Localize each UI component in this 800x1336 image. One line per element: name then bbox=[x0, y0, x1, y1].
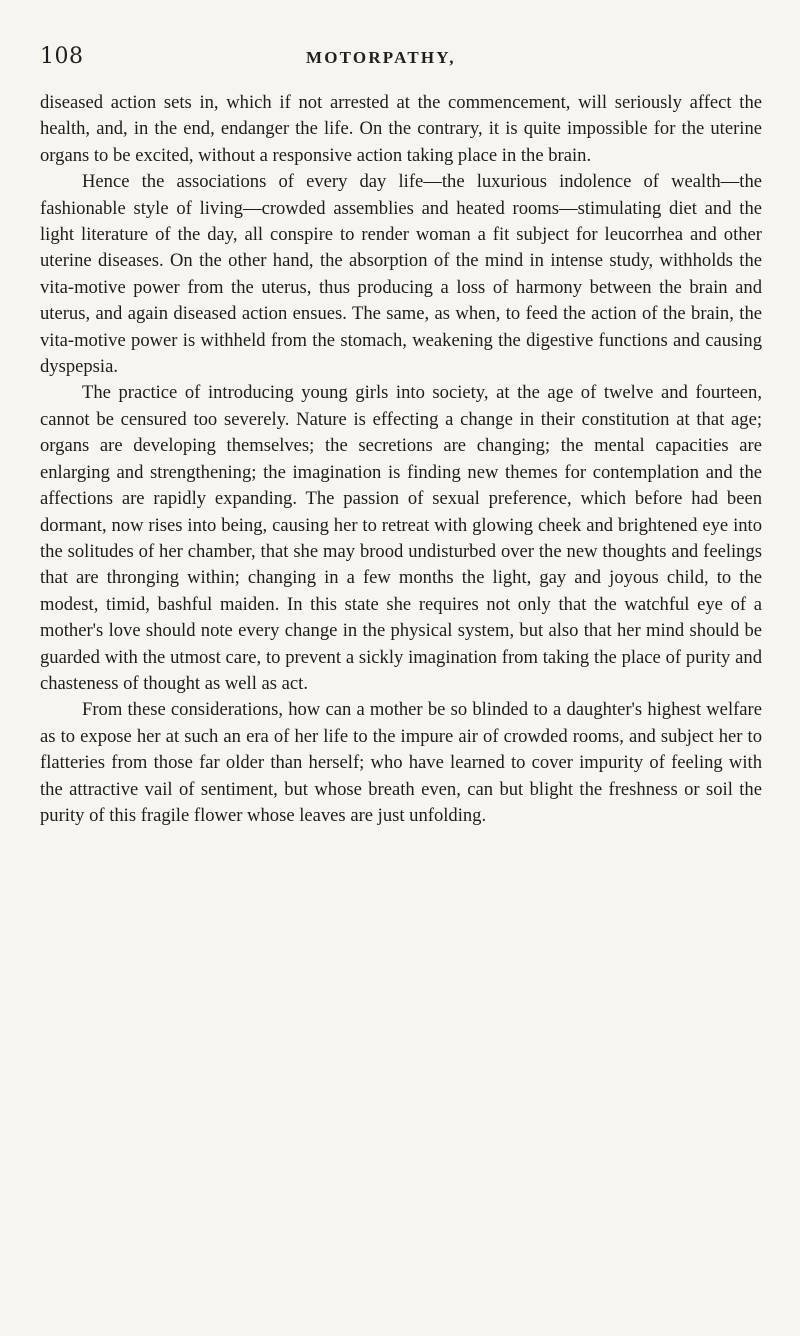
paragraph-4: From these considerations, how can a mother be so blinded to a daughter's highest welfare as to expose her at such an era of her life to the impure air of crowded rooms, and subject her to flatteries from those far older than herself; who have learned to cover impurity of feeling with the attractive vail of sentiment, but whose breath even, can but blight the freshness or soil the purity of this fragile flower whose leaves are just unfolding. bbox=[40, 699, 762, 826]
page-header bbox=[40, 44, 762, 84]
paragraph-2: Hence the associations of every day life—the luxurious indolence of wealth—the fashionable style of living—crowded assemblies and heated rooms—stimulating diet and the light literature of the day, all conspire to render woman a fit subject for leucorrhea and other uterine diseases. On the other hand, the absorption of the mind in intense study, withholds the vita-motive power from the uterus, thus producing a loss of harmony between the brain and uterus, and again diseased action ensues. The same, as when, to feed the action of the brain, the vita-motive power is withheld from the stomach, weakening the digestive functions and causing dyspepsia. bbox=[40, 171, 762, 378]
paragraph-1: diseased action sets in, which if not arrested at the commencement, will seriously affect the health, and, in the end, endanger the life. On the contrary, it is quite impossible for the uterine organs to be excited, without a responsive action taking place in the brain. bbox=[40, 92, 762, 166]
page-number: 108 bbox=[40, 44, 84, 69]
running-head: MOTORPATHY, bbox=[306, 48, 456, 67]
body-text bbox=[40, 90, 762, 829]
paragraph-3: The practice of introducing young girls into society, at the age of twelve and fourteen, cannot be censured too severely. Nature is effecting a change in their constitution at that age; organs are developing themselves; the secretions are changing; the mental capacities are enlarging and strengthening; the imagination is finding new themes for contemplation and the affections are rapidly expanding. The passion of sexual preference, which before had been dormant, now rises into being, causing her to retreat with glowing cheek and brightened eye into the solitudes of her chamber, that she may brood undisturbed over the new thoughts and feelings that are thronging within; changing in a few months the light, gay and joyous child, to the modest, timid, bashful maiden. In this state she requires not only that the watchful eye of a mother's love should note every change in the physical system, but also that her mind should be guarded with the utmost care, to prevent a sickly imagination from taking the place of purity and chasteness of thought as well as act. bbox=[40, 382, 762, 694]
